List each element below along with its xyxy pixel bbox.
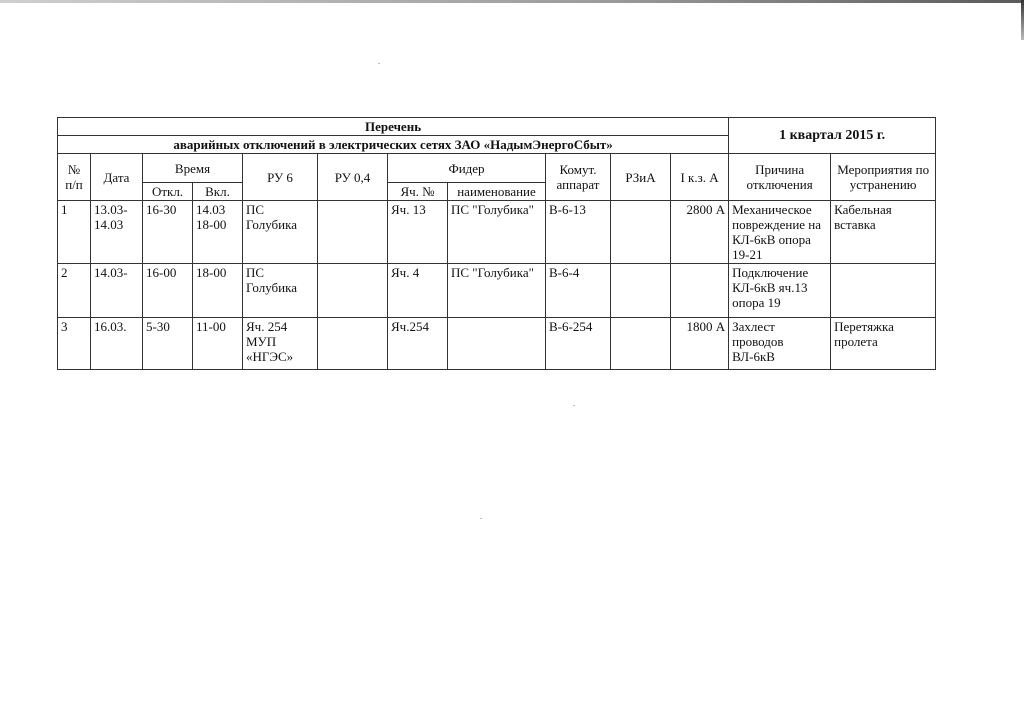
cell-measures	[831, 264, 936, 318]
cell-date: 16.03.	[91, 318, 143, 370]
cell-num: 3	[58, 318, 91, 370]
cell-off: 5-30	[143, 318, 193, 370]
cell-switch: В-6-13	[546, 201, 611, 264]
cell-ru04	[318, 318, 388, 370]
cell-off: 16-00	[143, 264, 193, 318]
cell-off: 16-30	[143, 201, 193, 264]
cell-cause: Захлест проводов ВЛ-6кВ	[729, 318, 831, 370]
table-row	[58, 264, 936, 318]
cell-num: 1	[58, 201, 91, 264]
col-time-off: Откл.	[143, 183, 193, 201]
cell-cause: Подключение КЛ-6кВ яч.13 опора 19	[729, 264, 831, 318]
cell-on: 18-00	[193, 264, 243, 318]
cell-ru6: ПС Голубика	[243, 201, 318, 264]
report-subtitle: аварийных отключений в электрических сетях ЗАО «НадымЭнергоСбыт»	[58, 136, 729, 154]
cell-switch: В-6-254	[546, 318, 611, 370]
table-row	[58, 318, 936, 370]
cell-ru6: ПС Голубика	[243, 264, 318, 318]
col-time-on: Вкл.	[193, 183, 243, 201]
cell-feeder-name: ПС "Голубика"	[448, 264, 546, 318]
col-isc: I к.з. А	[671, 154, 729, 201]
cell-cause: Механическое повреждение на КЛ-6кВ опора 19-21	[729, 201, 831, 264]
cell-date: 14.03-	[91, 264, 143, 318]
col-feeder-name: наименование	[448, 183, 546, 201]
cell-rza	[611, 201, 671, 264]
col-time: Время	[143, 154, 243, 183]
cell-measures: Кабельная вставка	[831, 201, 936, 264]
report-title: Перечень	[58, 118, 729, 136]
col-date: Дата	[91, 154, 143, 201]
cell-on: 11-00	[193, 318, 243, 370]
col-feeder: Фидер	[388, 154, 546, 183]
cell-measures: Перетяжка пролета	[831, 318, 936, 370]
table-row	[58, 201, 936, 264]
cell-feeder-name: ПС "Голубика"	[448, 201, 546, 264]
cell-ru04	[318, 264, 388, 318]
outage-report-table	[57, 117, 936, 370]
cell-num: 2	[58, 264, 91, 318]
cell-feeder-cell: Яч. 4	[388, 264, 448, 318]
cell-feeder-name	[448, 318, 546, 370]
scan-speck	[573, 405, 575, 406]
cell-isc: 2800 А	[671, 201, 729, 264]
title-row	[58, 118, 936, 136]
scan-edge-top	[0, 0, 1024, 3]
col-rza: РЗиА	[611, 154, 671, 201]
cell-date: 13.03-14.03	[91, 201, 143, 264]
report-period: 1 квартал 2015 г.	[729, 118, 936, 154]
cell-feeder-cell: Яч. 13	[388, 201, 448, 264]
column-header-row	[58, 154, 936, 183]
col-ru6: РУ 6	[243, 154, 318, 201]
col-switch: Комут. аппарат	[546, 154, 611, 201]
cell-rza	[611, 264, 671, 318]
col-measures: Мероприятия по устранению	[831, 154, 936, 201]
scan-speck	[378, 63, 380, 64]
cell-ru04	[318, 201, 388, 264]
cell-rza	[611, 318, 671, 370]
cell-on: 14.03 18-00	[193, 201, 243, 264]
cell-isc: 1800 А	[671, 318, 729, 370]
cell-isc	[671, 264, 729, 318]
col-feeder-cell: Яч. №	[388, 183, 448, 201]
col-num: № п/п	[58, 154, 91, 201]
cell-ru6: Яч. 254 МУП «НГЭС»	[243, 318, 318, 370]
cell-feeder-cell: Яч.254	[388, 318, 448, 370]
cell-switch: В-6-4	[546, 264, 611, 318]
col-cause: Причина отключения	[729, 154, 831, 201]
scan-speck	[480, 518, 482, 519]
col-ru04: РУ 0,4	[318, 154, 388, 201]
